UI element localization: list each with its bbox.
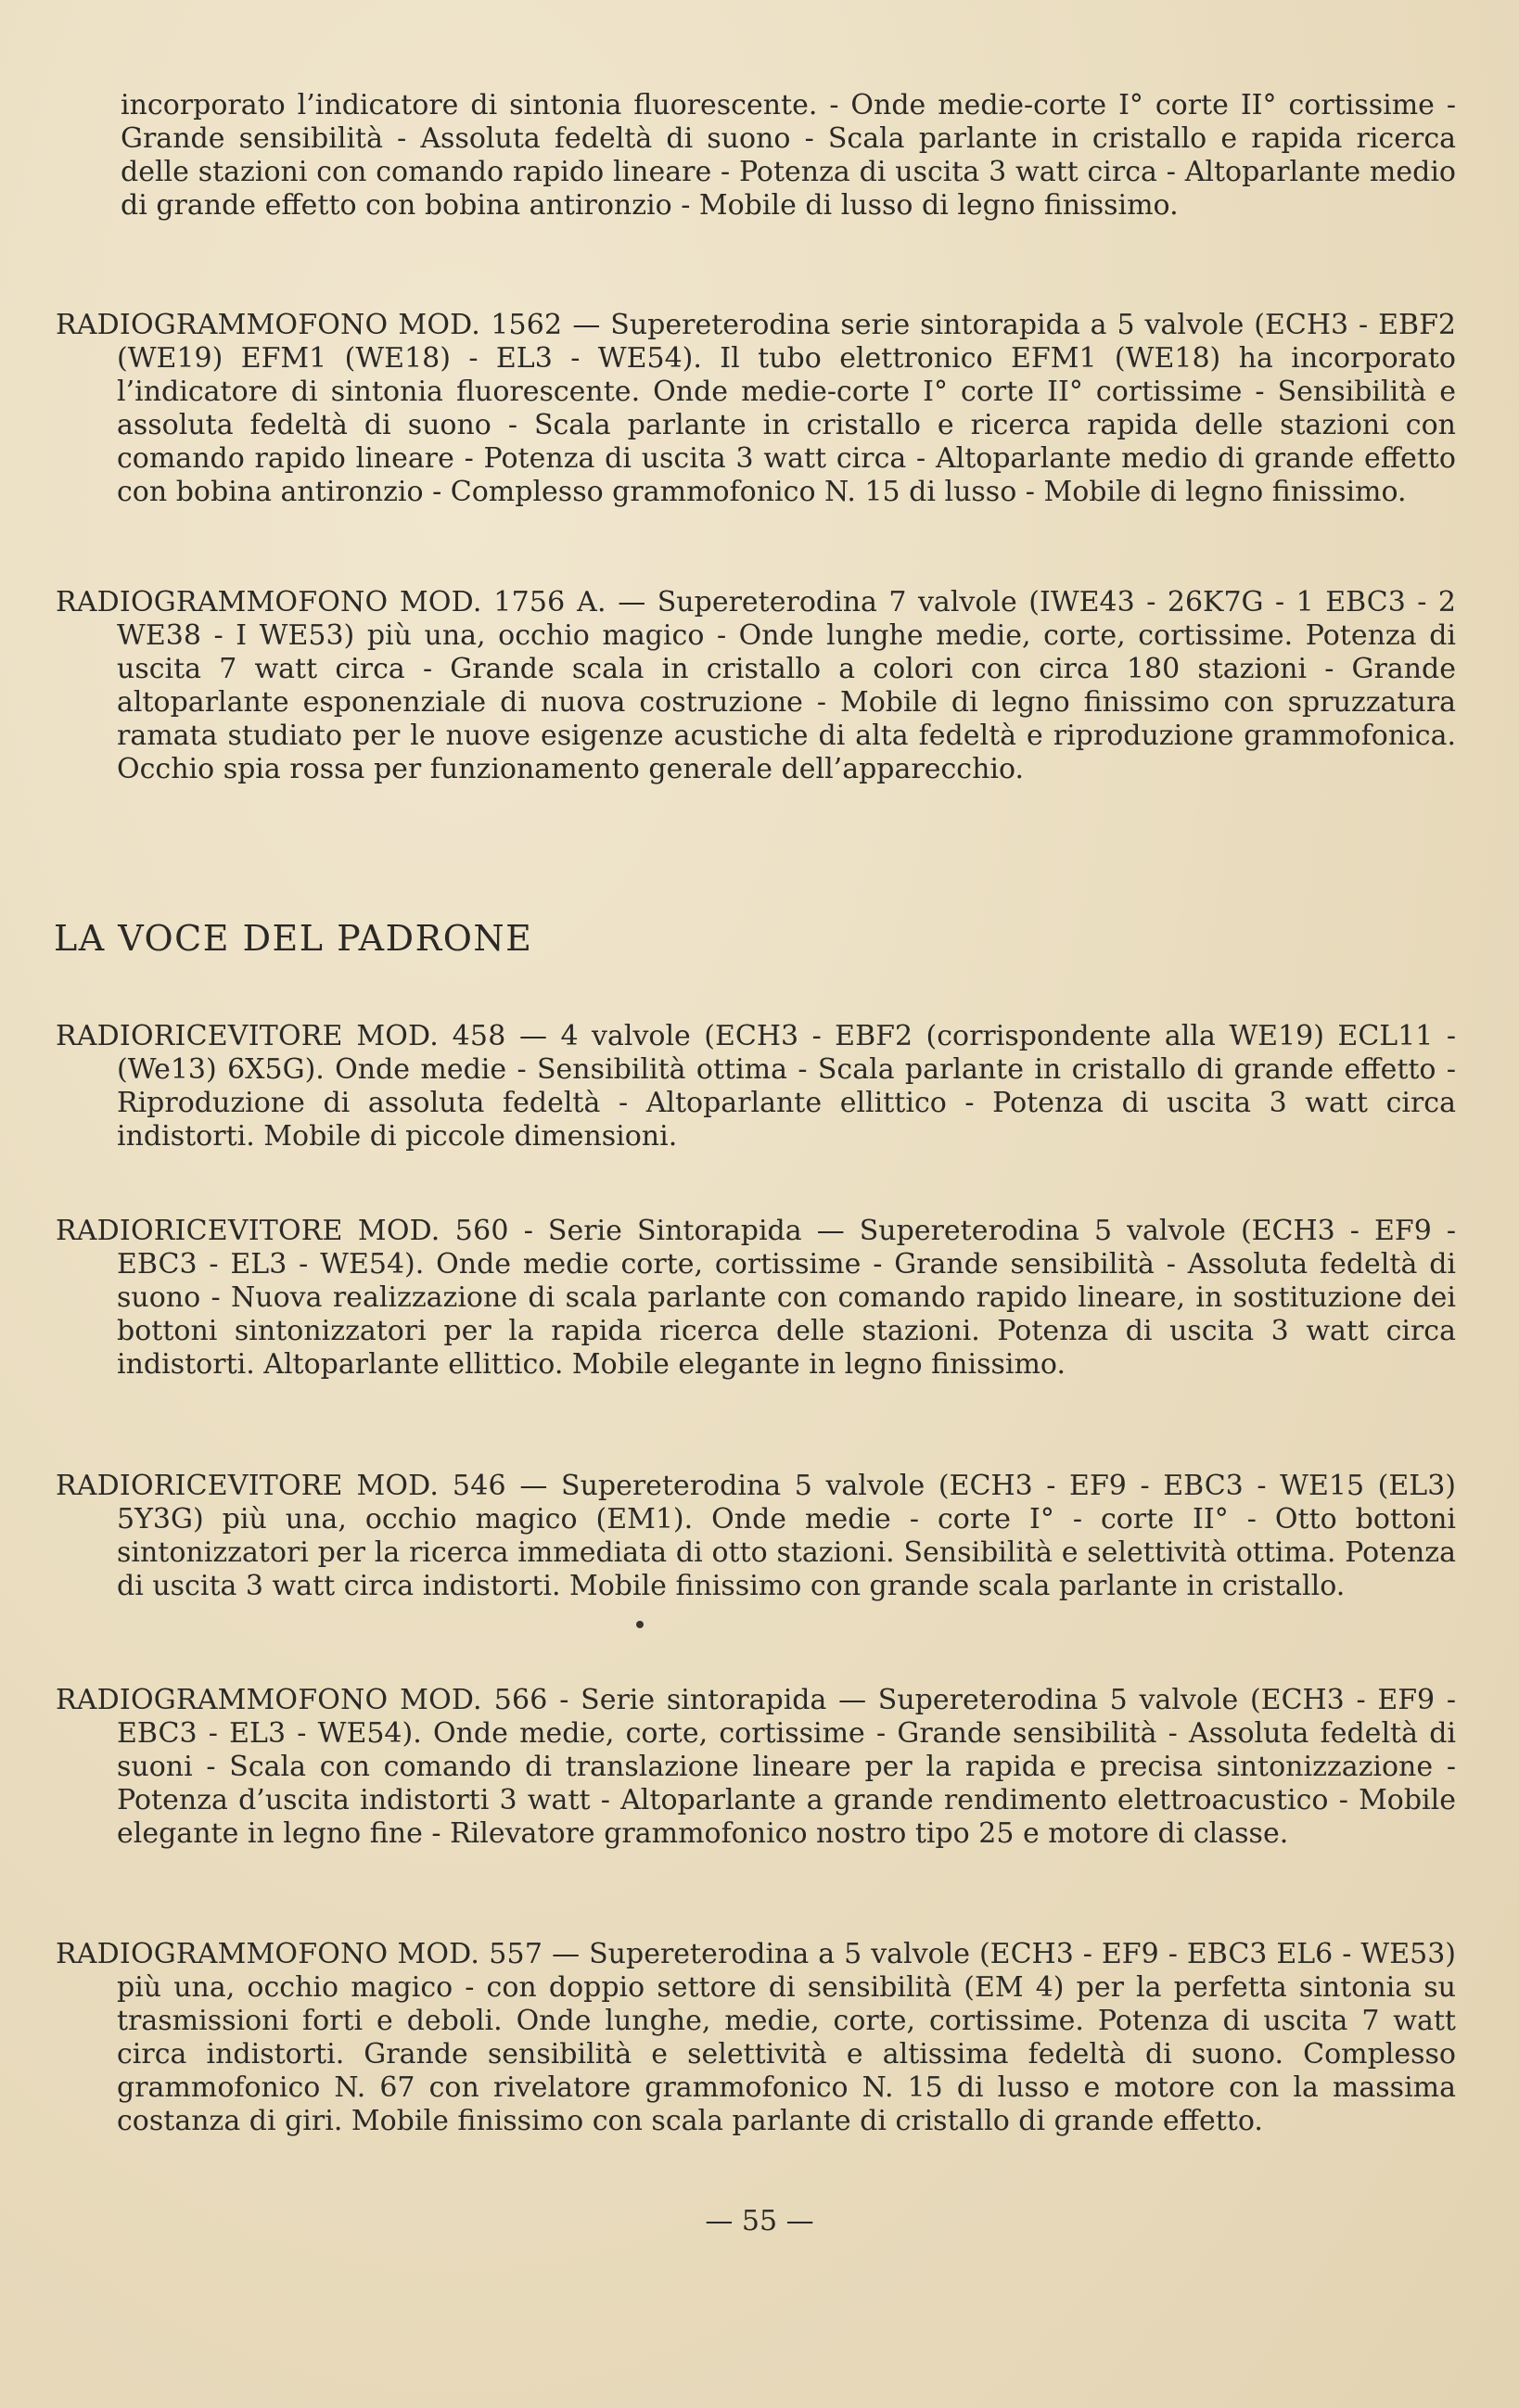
entry-heading: RADIORICEVITORE MOD. 458 bbox=[56, 1020, 506, 1052]
entry-text: — Supereterodina 7 valvole (IWE43 - 26K7G - 1 EBC3 - 2 WE38 - I WE53) più una, occhio magico - Onde lunghe medie, corte, cortissime. Potenza di uscita 7 watt circa - Grande scala in cristallo a colori con circa 180 stazioni - Grande altoparlante esponenziale di nuova costruzione - Mobile di legno finissimo con spruzzatura ramata studiato per le nuove esigenze acustiche di alta fedeltà e riproduzione grammofonica. Occhio spia rossa per funzionamento generale dell’apparecchio. bbox=[117, 586, 1457, 785]
entry-heading: RADIOGRAMMOFONO MOD. 1756 A. bbox=[56, 586, 606, 618]
entry-heading: RADIOGRAMMOFONO MOD. 1562 bbox=[56, 309, 563, 341]
entry-text: — 4 valvole (ECH3 - EBF2 (corrispondente alla WE19) ECL11 - (We13) 6X5G). Onde medie - Sensibilità ottima - Scala parlante in cristallo di grande effetto - Riproduzione di assoluta fedeltà - Altoparlante ellittico - Potenza di uscita 3 watt circa indistorti. Mobile di piccole dimensioni. bbox=[117, 1020, 1456, 1153]
entry-radioricevitore-458 bbox=[56, 1020, 1456, 1153]
entry-heading: RADIOGRAMMOFONO MOD. 557 bbox=[56, 1938, 543, 1970]
entry-radioricevitore-546 bbox=[56, 1470, 1456, 1603]
entry-heading: RADIOGRAMMOFONO MOD. 566 bbox=[56, 1684, 548, 1716]
entry-radiogrammofono-566 bbox=[56, 1684, 1456, 1851]
entry-text: — Supereterodina a 5 valvole (ECH3 - EF9 - EBC3 EL6 - WE53) più una, occhio magico - con doppio settore di sensibilità (EM 4) per la perfetta sintonia su trasmissioni forti e deboli. Onde lunghe, medie, corte, cortissime. Potenza di uscita 7 watt circa indistorti. Grande sensibilità e selettività e altissima fedeltà di suono. Complesso grammofonico N. 67 con rivelatore grammofonico N. 15 di lusso e motore con la massima costanza di giri. Mobile finissimo con scala parlante di cristallo di grande effetto. bbox=[117, 1938, 1456, 2137]
entry-text: - Serie sintorapida — Supereterodina 5 valvole (ECH3 - EF9 - EBC3 - EL3 - WE54). Onde medie, corte, cortissime - Grande sensibilità - Assoluta fedeltà di suoni - Scala con comando di translazione lineare per la rapida e precisa sintonizzazione - Potenza d’uscita indistorti 3 watt - Altoparlante a grande rendimento elettroacustico - Mobile elegante in legno fine - Rilevatore grammofonico nostro tipo 25 e motore di classe. bbox=[117, 1684, 1456, 1850]
entry-radiogrammofono-1562 bbox=[56, 309, 1456, 509]
page-number: — 55 — bbox=[705, 2205, 814, 2237]
entry-radioricevitore-560 bbox=[56, 1215, 1456, 1382]
intro-paragraph: incorporato l’indicatore di sintonia fluorescente. - Onde medie-corte I° corte II° cortissime - Grande sensibilità - Assoluta fedeltà di suono - Scala parlante in cristallo e rapida ricerca delle stazioni con comando rapido lineare - Potenza di uscita 3 watt circa - Altoparlante medio di grande effetto con bobina antironzio - Mobile di lusso di legno finissimo. bbox=[121, 89, 1456, 222]
entry-text: — Supereterodina 5 valvole (ECH3 - EF9 - EBC3 - WE15 (EL3) 5Y3G) più una, occhio magico (EM1). Onde medie - corte I° - corte II° - Otto bottoni sintonizzatori per la ricerca immediata di otto stazioni. Sensibilità e selettività ottima. Potenza di uscita 3 watt circa indistorti. Mobile finissimo con grande scala parlante in cristallo. bbox=[117, 1470, 1456, 1602]
ink-dot bbox=[636, 1621, 644, 1628]
section-title: LA VOCE DEL PADRONE bbox=[54, 918, 533, 959]
entry-heading: RADIORICEVITORE MOD. 560 bbox=[56, 1215, 509, 1247]
entry-text: — Supereterodina serie sintorapida a 5 valvole (ECH3 - EBF2 (WE19) EFM1 (WE18) - EL3 - WE54). Il tubo elettronico EFM1 (WE18) ha incorporato l’indicatore di sintonia fluorescente. Onde medie-corte I° corte II° cortissime - Sensibilità e assoluta fedeltà di suono - Scala parlante in cristallo e ricerca rapida delle stazioni con comando rapido lineare - Potenza di uscita 3 watt circa - Altoparlante medio di grande effetto con bobina antironzio - Complesso grammofonico N. 15 di lusso - Mobile di legno finissimo. bbox=[117, 309, 1456, 508]
entry-radiogrammofono-1756a bbox=[56, 586, 1456, 786]
entry-heading: RADIORICEVITORE MOD. 546 bbox=[56, 1470, 506, 1502]
entry-radiogrammofono-557 bbox=[56, 1938, 1456, 2138]
entry-text: - Serie Sintorapida — Supereterodina 5 valvole (ECH3 - EF9 - EBC3 - EL3 - WE54). Onde medie corte, cortissime - Grande sensibilità - Assoluta fedeltà di suono - Nuova realizzazione di scala parlante con comando rapido lineare, in sostituzione dei bottoni sintonizzatori per la rapida ricerca delle stazioni. Potenza di uscita 3 watt circa indistorti. Altoparlante ellittico. Mobile elegante in legno finissimo. bbox=[117, 1215, 1456, 1381]
